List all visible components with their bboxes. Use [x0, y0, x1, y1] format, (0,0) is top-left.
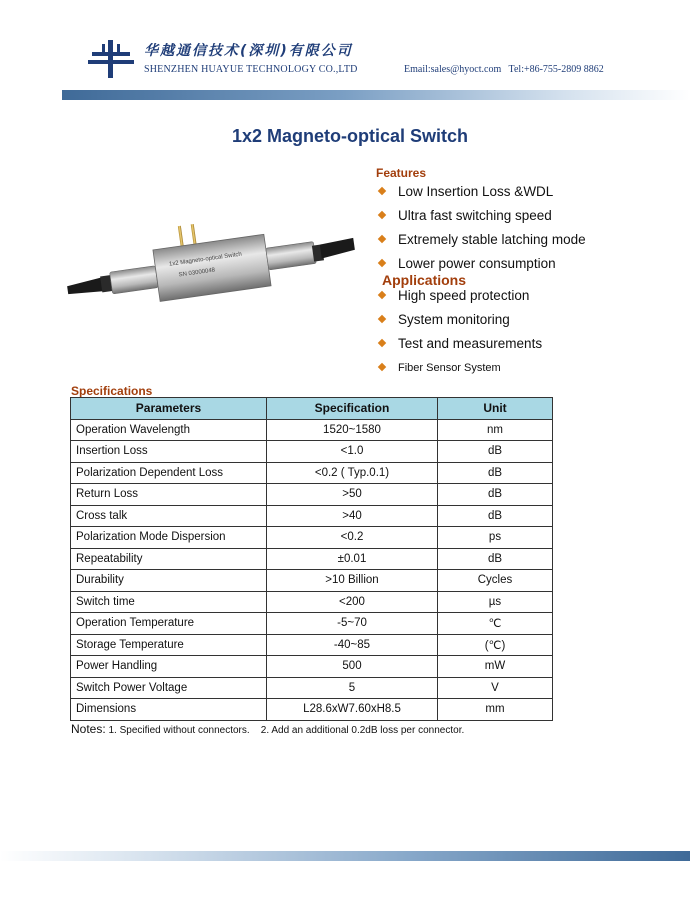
specification-cell: 1520~1580 — [267, 419, 438, 441]
specification-cell: L28.6xW7.60xH8.5 — [267, 699, 438, 721]
unit-cell: dB — [438, 548, 553, 570]
unit-cell: dB — [438, 484, 553, 506]
parameter-cell: Operation Temperature — [71, 613, 267, 635]
footer-divider-bar — [0, 851, 690, 861]
unit-cell: mW — [438, 656, 553, 678]
specification-cell: -5~70 — [267, 613, 438, 635]
parameter-cell: Switch time — [71, 591, 267, 613]
table-row — [71, 505, 553, 527]
diamond-bullet-icon — [378, 235, 386, 243]
product-label-line1: 1x2 Magneto-optical Switch — [168, 251, 243, 268]
specification-cell: <0.2 — [267, 527, 438, 549]
diamond-bullet-icon — [378, 259, 386, 267]
application-text: Fiber Sensor System — [398, 362, 501, 374]
column-header-specification: Specification — [267, 398, 438, 420]
table-row — [71, 677, 553, 699]
table-row — [71, 699, 553, 721]
feature-text: Low Insertion Loss &WDL — [398, 184, 554, 199]
list-item — [378, 206, 586, 230]
table-row — [71, 441, 553, 463]
unit-cell: ps — [438, 527, 553, 549]
table-row — [71, 462, 553, 484]
specification-cell: <200 — [267, 591, 438, 613]
parameter-cell: Insertion Loss — [71, 441, 267, 463]
parameter-cell: Return Loss — [71, 484, 267, 506]
unit-cell: dB — [438, 505, 553, 527]
column-header-unit: Unit — [438, 398, 553, 420]
header-divider-bar — [62, 90, 690, 100]
company-name-en: SHENZHEN HUAYUE TECHNOLOGY CO.,LTD — [144, 64, 358, 75]
parameter-cell: Storage Temperature — [71, 634, 267, 656]
parameter-cell: Cross talk — [71, 505, 267, 527]
parameter-cell: Power Handling — [71, 656, 267, 678]
specifications-heading: Specifications — [71, 384, 153, 398]
specification-cell: 5 — [267, 677, 438, 699]
product-image — [66, 208, 356, 328]
notes-text: 1. Specified without connectors. 2. Add an additional 0.2dB loss per connector. — [105, 725, 465, 736]
specifications-table-body — [71, 419, 553, 720]
feature-text: Lower power consumption — [398, 256, 556, 271]
specification-cell: >40 — [267, 505, 438, 527]
table-row — [71, 656, 553, 678]
unit-cell: V — [438, 677, 553, 699]
diamond-bullet-icon — [378, 187, 386, 195]
unit-cell: nm — [438, 419, 553, 441]
specification-cell: <1.0 — [267, 441, 438, 463]
feature-text: Extremely stable latching mode — [398, 232, 586, 247]
diamond-bullet-icon — [378, 315, 386, 323]
notes-label: Notes: — [71, 722, 106, 736]
table-row — [71, 634, 553, 656]
application-text: Test and measurements — [398, 336, 543, 351]
product-label-line2: SN 03000048 — [178, 267, 216, 279]
list-item — [378, 334, 542, 358]
table-row — [71, 613, 553, 635]
specification-cell: >10 Billion — [267, 570, 438, 592]
table-row — [71, 591, 553, 613]
application-text: High speed protection — [398, 288, 530, 303]
unit-cell: (℃) — [438, 634, 553, 656]
table-row — [71, 548, 553, 570]
parameter-cell: Dimensions — [71, 699, 267, 721]
applications-heading: Applications — [382, 272, 467, 288]
table-header-row — [71, 398, 553, 420]
table-row — [71, 419, 553, 441]
list-item — [378, 310, 542, 334]
applications-list — [378, 286, 542, 382]
table-row — [71, 484, 553, 506]
specification-cell: >50 — [267, 484, 438, 506]
notes — [71, 722, 464, 736]
features-list — [378, 182, 586, 278]
specifications-table — [70, 397, 553, 721]
features-heading: Features — [376, 166, 427, 180]
company-logo-icon — [88, 40, 134, 78]
diamond-bullet-icon — [378, 339, 386, 347]
list-item — [378, 182, 586, 206]
company-name-cn: 华越通信技术(深圳)有限公司 — [144, 43, 353, 59]
parameter-cell: Operation Wavelength — [71, 419, 267, 441]
unit-cell: dB — [438, 462, 553, 484]
specification-cell: -40~85 — [267, 634, 438, 656]
diamond-bullet-icon — [378, 211, 386, 219]
parameter-cell: Repeatability — [71, 548, 267, 570]
unit-cell: mm — [438, 699, 553, 721]
diamond-bullet-icon — [378, 363, 386, 371]
specification-cell: <0.2 ( Typ.0.1) — [267, 462, 438, 484]
application-text: System monitoring — [398, 312, 510, 327]
diamond-bullet-icon — [378, 291, 386, 299]
list-item — [378, 286, 542, 310]
unit-cell: Cycles — [438, 570, 553, 592]
parameter-cell: Polarization Dependent Loss — [71, 462, 267, 484]
column-header-parameters: Parameters — [71, 398, 267, 420]
unit-cell: ℃ — [438, 613, 553, 635]
parameter-cell: Durability — [71, 570, 267, 592]
unit-cell: µs — [438, 591, 553, 613]
contact-info: Email:sales@hyoct.com Tel:+86-755-2809 8862 — [404, 64, 604, 75]
feature-text: Ultra fast switching speed — [398, 208, 552, 223]
list-item — [378, 358, 542, 382]
table-row — [71, 570, 553, 592]
table-row — [71, 527, 553, 549]
specification-cell: 500 — [267, 656, 438, 678]
page-title: 1x2 Magneto-optical Switch — [231, 126, 469, 146]
list-item — [378, 230, 586, 254]
parameter-cell: Polarization Mode Dispersion — [71, 527, 267, 549]
unit-cell: dB — [438, 441, 553, 463]
specification-cell: ±0.01 — [267, 548, 438, 570]
parameter-cell: Switch Power Voltage — [71, 677, 267, 699]
